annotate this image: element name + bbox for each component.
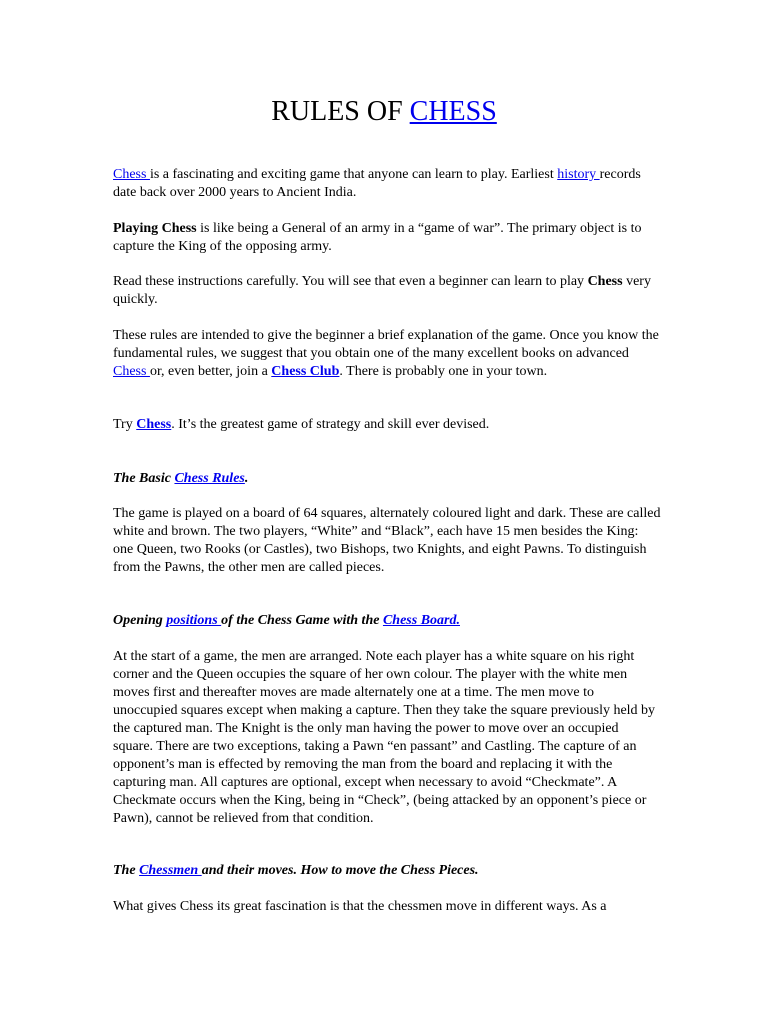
opening-heading-text-mid: of the Chess Game with the (221, 613, 383, 628)
general-paragraph (113, 220, 661, 256)
chessmen-heading-text-end: and their moves. How to move the Chess Pieces. (201, 863, 479, 878)
basic-rules-heading (113, 470, 661, 488)
rules-intro-paragraph (113, 327, 661, 381)
chess-board-link[interactable]: Chess Board. (382, 613, 460, 628)
title-text: RULES OF (271, 96, 410, 127)
page-title (0, 94, 768, 130)
opening-heading (113, 612, 661, 630)
chess-club-link[interactable]: Chess Club (271, 364, 340, 379)
try-text-end: . It’s the greatest game of strategy and skill ever devised. (171, 417, 490, 432)
intro-text-end: records date back over 2000 years to Ancient India. (113, 167, 641, 200)
opening-heading-text: Opening (113, 613, 167, 628)
chessmen-heading-text: The (113, 863, 140, 878)
chessmen-paragraph: What gives Chess its great fascination is that the chessmen move in different ways. As a (113, 899, 607, 914)
chess-rules-link[interactable]: Chess Rules (174, 471, 245, 486)
chess-bold: Chess (587, 274, 623, 289)
instructions-paragraph (113, 273, 661, 309)
playing-chess-bold: Playing Chess (113, 221, 197, 236)
advanced-chess-link[interactable]: Chess (113, 364, 150, 379)
intro-paragraph (113, 166, 661, 202)
intro-text: is a fascinating and exciting game that anyone can learn to play. Earliest (149, 167, 558, 182)
positions-link[interactable]: positions (166, 613, 222, 628)
basic-heading-period: . (244, 471, 249, 486)
history-link[interactable]: history (557, 167, 600, 182)
rules-intro-text-mid: or, even better, join a (149, 364, 272, 379)
try-chess-link[interactable]: Chess (136, 417, 172, 432)
intro-chess-link[interactable]: Chess (113, 167, 150, 182)
chessmen-heading (113, 862, 661, 880)
title-chess-link[interactable]: CHESS (409, 96, 497, 127)
try-paragraph (113, 416, 661, 434)
general-text: is like being a General of an army in a “game of war”. The primary object is to capture the King of the opposing army. (113, 221, 642, 254)
rules-intro-text: These rules are intended to give the beginner a brief explanation of the game. Once you know the fundamental rules, we suggest that you obtain one of the many excellent books on advanced (113, 328, 659, 361)
instructions-text: Read these instructions carefully. You will see that even a beginner can learn to play (113, 274, 588, 289)
try-text: Try (113, 417, 137, 432)
basic-heading-text: The Basic (113, 471, 175, 486)
opening-paragraph: At the start of a game, the men are arranged. Note each player has a white square on his right corner and the Queen occupies the square of her own colour. The player with the white men moves first and thereafter moves are made alternately one at a time. The men move to unoccupied squares except when making a capture. Then they take the square previously held by the captured man. The Knight is the only man having the power to move over an occupied square. There are two exceptions, taking a Pawn “en passant” and Castling. The capture of an opponent’s man is effected by removing the man from the board and replacing it with the capturing man. All captures are optional, except when necessary to avoid “Checkmate”. A Checkmate occurs when the King, being in “Check”, (being attacked by an opponent’s piece or Pawn), cannot be relieved from that condition. (113, 649, 656, 826)
chessmen-link[interactable]: Chessmen (139, 863, 202, 878)
instructions-text-end: very quickly. (113, 274, 651, 307)
rules-intro-text-end: . There is probably one in your town. (339, 364, 548, 379)
basic-rules-paragraph: The game is played on a board of 64 squares, alternately coloured light and dark. These are called white and brown. The two players, “White” and “Black”, each have 15 men besides the King: one Queen, two Rooks (or Castles), two Bishops, two Knights, and eight Pawns. To distinguish from the Pawns, the other men are called pieces. (113, 506, 661, 575)
